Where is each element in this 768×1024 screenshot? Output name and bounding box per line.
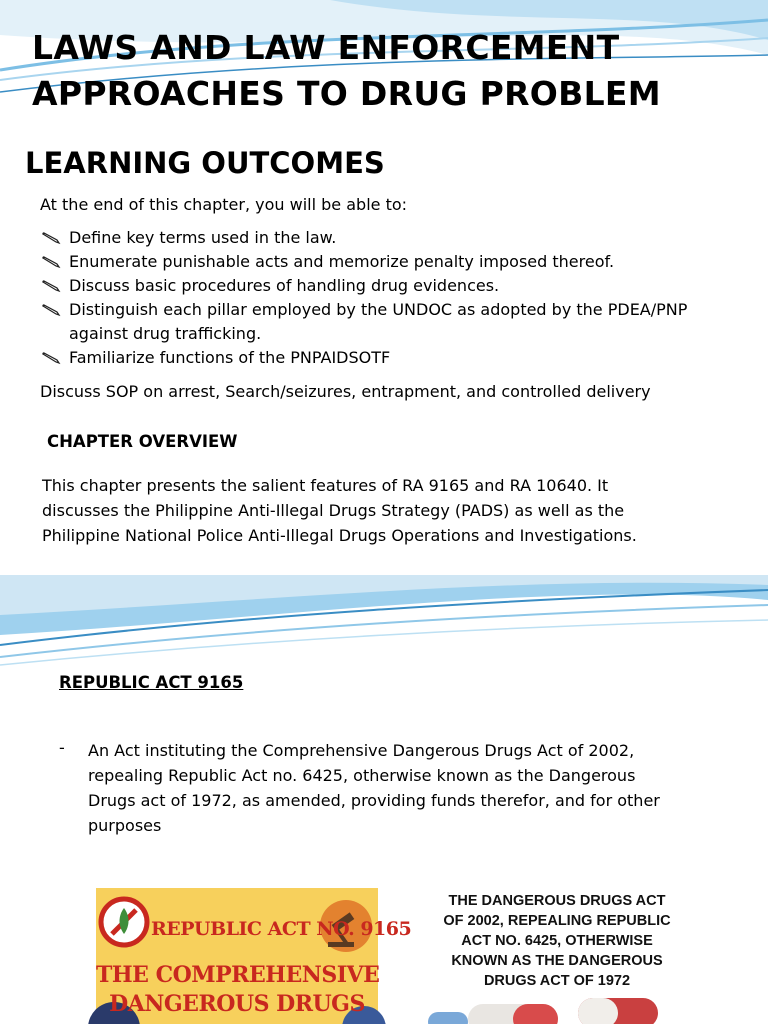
list-item: Discuss basic procedures of handling drug evidences. [40, 274, 687, 298]
pen-bullet-icon [42, 304, 60, 316]
dangerous-drugs-act-image [428, 887, 686, 1024]
list-item: Distinguish each pillar employed by the UNDOC as adopted by the PDEA/PNP against drug trafficking. [40, 298, 687, 346]
header-wave-decoration [0, 575, 768, 670]
republic-act-heading: REPUBLIC ACT 9165 [59, 673, 244, 692]
pen-bullet-icon [42, 352, 60, 364]
ra-9165-poster-image [96, 888, 412, 1024]
image-caption: THE DANGEROUS DRUGS ACT OF 2002, REPEALING REPUBLIC ACT NO. 6425, OTHERWISE KNOWN AS THE DANGEROUS DRUGS ACT OF 1972 [443, 893, 671, 989]
slide-republic-act [0, 575, 768, 1024]
list-item: Enumerate punishable acts and memorize penalty imposed thereof. [40, 250, 687, 274]
chapter-overview-heading: CHAPTER OVERVIEW [47, 432, 238, 451]
intro-text: At the end of this chapter, you will be able to: [40, 195, 408, 214]
sop-text: Discuss SOP on arrest, Search/seizures, entrapment, and controlled delivery [40, 382, 651, 401]
pen-bullet-icon [42, 256, 60, 268]
pill-capsules-graphic [428, 992, 686, 1024]
pen-bullet-icon [42, 232, 60, 244]
republic-act-description: An Act instituting the Comprehensive Dangerous Drugs Act of 2002, repealing Republic Act no. 6425, otherwise known as the Dangerous Drugs act of 1972, as amended, providing funds therefor, and for other purposes [88, 741, 660, 835]
poster-title: REPUBLIC ACT NO. 9165 [151, 918, 412, 940]
learning-outcomes-heading: LEARNING OUTCOMES [25, 146, 385, 180]
poster-subtitle-2: DANGEROUS DRUGS [109, 991, 365, 1017]
overview-paragraph: This chapter presents the salient features of RA 9165 and RA 10640. It discusses the Philippine Anti-Illegal Drugs Strategy (PADS) as well as the Philippine National Police Anti-Illegal Drugs Operations and Investigations. [42, 476, 637, 545]
outcomes-list [40, 226, 687, 370]
pen-bullet-icon [42, 280, 60, 292]
dash-bullet: - [59, 738, 65, 757]
poster-subtitle-1: THE COMPREHENSIVE [96, 962, 380, 988]
title-line-1: LAWS AND LAW ENFORCEMENT [32, 28, 620, 67]
list-item: Familiarize functions of the PNPAIDSOTF [40, 346, 687, 370]
list-item: Define key terms used in the law. [40, 226, 687, 250]
title-line-2: APPROACHES TO DRUG PROBLEM [32, 74, 661, 113]
